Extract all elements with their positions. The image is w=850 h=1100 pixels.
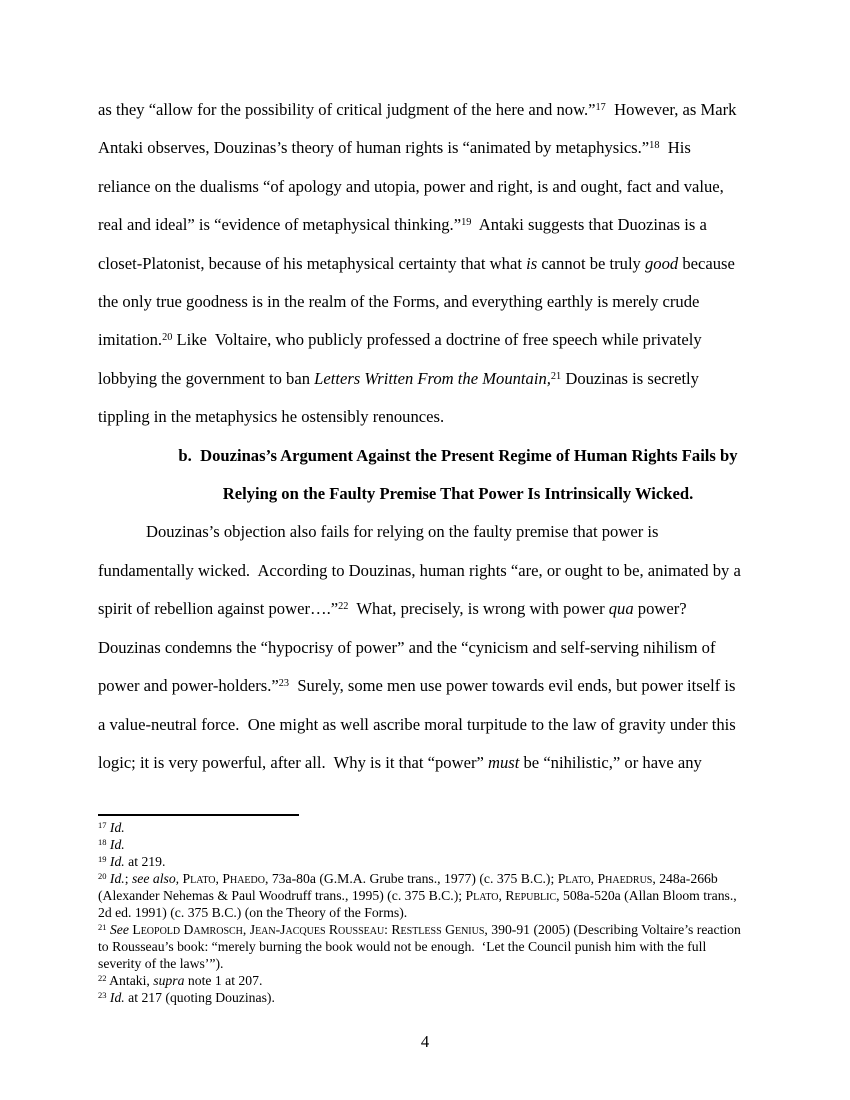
footnote-21 <box>98 921 750 972</box>
text-segment: Plato, Republic <box>465 888 557 903</box>
text-segment: good <box>645 253 679 273</box>
text-segment: Antaki, <box>109 973 154 988</box>
text-segment: see also, <box>131 871 180 886</box>
footnote-number: 21 <box>98 921 107 932</box>
footnote-ref: 21 <box>550 370 562 382</box>
footnote-19 <box>98 853 750 870</box>
footnote-number: 17 <box>98 819 107 830</box>
text-segment: Plato, Phaedo <box>182 871 265 886</box>
footnote-ref: 23 <box>278 677 290 689</box>
text-segment: , 248a-266b (Alexander Nehemas & Paul Woodruff trans., 1995) (c. 375 B.C.); <box>98 871 722 903</box>
footnote-ref: 22 <box>338 601 349 613</box>
footnote-23 <box>98 989 750 1006</box>
page-number: 4 <box>420 1032 430 1051</box>
footnote-22 <box>98 972 750 989</box>
footnote-ref: 18 <box>649 140 660 152</box>
footnote-number: 18 <box>98 836 107 847</box>
section-heading-line-2: Relying on the Faulty Premise That Power Is Intrinsically Wicked. <box>222 484 694 504</box>
text-segment: power? Douzinas condemns the “hypocrisy of power” and the “cynicism and self-serving nihilism of power and power-holders.” <box>98 599 720 696</box>
text-segment: Plato, Phaedrus <box>557 871 653 886</box>
section-heading <box>170 437 746 514</box>
text-segment: Letters Written From the Mountain, <box>314 368 551 388</box>
footnote-number: 23 <box>98 989 107 1000</box>
text-segment: Like Voltaire, who publicly professed a doctrine of free speech while privately lobbying the government to ban <box>98 330 706 388</box>
text-segment: ; <box>124 871 132 886</box>
footnote-18 <box>98 836 750 853</box>
text-segment: However, as Mark Antaki observes, Douzinas’s theory of human rights is “animated by metaphysics.” <box>98 100 740 158</box>
text-segment: Leopold Damrosch, Jean-Jacques Rousseau: Restless Genius <box>132 922 485 937</box>
text-segment: What, precisely, is wrong with power <box>348 599 609 619</box>
text-segment: be “nihilistic,” or have any <box>519 752 702 772</box>
text-segment: Id. <box>109 854 125 869</box>
text-segment: Surely, some men use power towards evil ends, but power itself is a value-neutral force. One might as well ascribe moral turpitude to the law of gravity under this logic; it is very powerful, after all. Why is it that “power” <box>98 676 740 772</box>
text-segment: because the only true goodness is in the realm of the Forms, and everything earthly is merely crude imitation. <box>98 253 740 350</box>
text-segment: qua <box>608 599 634 619</box>
text-segment: at 217 (quoting Douzinas). <box>124 990 275 1005</box>
text-segment: Id. <box>109 871 125 886</box>
text-segment: note 1 at 207. <box>184 973 263 988</box>
body-text <box>98 91 746 782</box>
text-segment: Id. <box>109 837 125 852</box>
text-segment: at 219. <box>124 854 166 869</box>
footnote-number: 22 <box>98 972 107 983</box>
text-segment: , 508a-520a (Allan Bloom trans., 2d ed. 1991) (c. 375 B.C.) (on the Theory of the Forms). <box>98 888 741 920</box>
text-segment: supra <box>153 973 185 988</box>
text-segment: His reliance on the dualisms “of apology and utopia, power and right, is and ought, fact and value, real and ideal” is “evidence of metaphysical thinking.” <box>98 138 728 235</box>
footnotes-section <box>98 819 750 1006</box>
footnote-20 <box>98 870 750 921</box>
footnote-number: 20 <box>98 870 107 881</box>
text-segment: Antaki suggests that Duozinas is a closet-Platonist, because of his metaphysical certainty that what <box>98 215 712 273</box>
footnote-number: 19 <box>98 853 107 864</box>
paragraph-2 <box>98 513 746 782</box>
text-segment: , 390-91 (2005) (Describing Voltaire’s reaction to Rousseau’s book: “merely burning the book would not be enough. ‘Let the Council punish him with the full severity of the laws’”). <box>98 922 745 971</box>
text-segment: , 73a-80a (G.M.A. Grube trans., 1977) (c. 375 B.C.); <box>264 871 558 886</box>
text-segment: See <box>109 922 129 937</box>
footnote-ref: 20 <box>162 332 173 344</box>
footnote-ref: 17 <box>595 101 606 113</box>
text-segment: is <box>526 253 538 273</box>
text-segment: Douzinas’s objection also fails for relying on the faulty premise that power is fundamentally wicked. According to Douzinas, human rights “are, or ought to be, animated by a spirit of rebellion against power….” <box>98 522 745 619</box>
footnote-ref: 19 <box>461 217 472 229</box>
text-segment: must <box>488 752 520 772</box>
footnote-separator <box>98 814 299 816</box>
text-segment: Douzinas is secretly tippling in the metaphysics he ostensibly renounces. <box>98 368 704 427</box>
section-heading-line-1: b. Douzinas’s Argument Against the Present Regime of Human Rights Fails by <box>178 445 738 465</box>
text-segment: Id. <box>109 820 125 835</box>
text-segment: as they “allow for the possibility of critical judgment of the here and now.” <box>98 100 596 119</box>
text-segment: cannot be truly <box>537 253 645 273</box>
footnote-17 <box>98 819 750 836</box>
text-segment: Id. <box>109 990 125 1005</box>
paragraph-1 <box>98 91 746 437</box>
